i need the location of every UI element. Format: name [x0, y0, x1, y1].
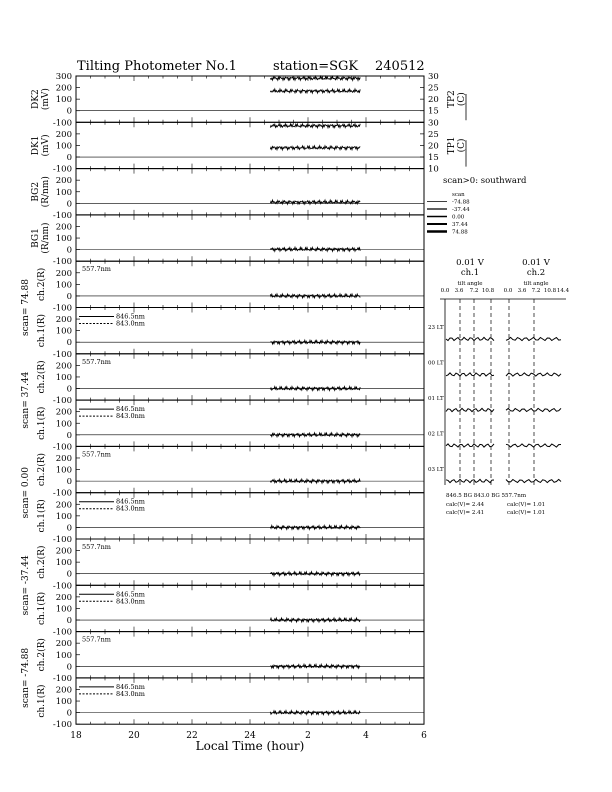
y-tick-label: -100	[52, 210, 72, 221]
data-trace	[270, 247, 360, 251]
data-trace	[270, 146, 360, 150]
time-label: 00 LT	[428, 360, 444, 367]
y-axis-label-line: ch.1(R)	[37, 499, 47, 533]
y-tick-label: -100	[52, 396, 72, 407]
y-tick-label: 200	[55, 129, 72, 140]
y-tick-label: 0	[66, 430, 72, 441]
data-trace	[270, 479, 360, 483]
legend-label: 846.5nm	[116, 312, 145, 321]
x-tick-label: 20	[128, 731, 140, 742]
y-axis-label	[31, 134, 51, 156]
y-tick-label: 200	[55, 222, 72, 233]
y-axis-label	[36, 684, 47, 717]
side-trace	[506, 373, 561, 376]
scan-legend-label: 74.88	[452, 229, 468, 236]
y-tick-label: 100	[55, 558, 72, 569]
panel-5	[36, 261, 424, 313]
data-trace	[270, 76, 360, 80]
panel-14	[36, 678, 424, 730]
y-axis-label-line: ch.1(R)	[37, 314, 47, 348]
y-axis-label-line: (R/nm)	[41, 176, 51, 208]
scan-labels	[21, 279, 31, 708]
y-tick-label: 0	[66, 291, 72, 302]
right-tick-label: 25	[428, 83, 439, 94]
y-tick-label: 0	[66, 106, 72, 117]
y-axis-label-line: ch.2(R)	[37, 545, 47, 579]
panel-frame	[76, 354, 424, 400]
y-tick-label: 100	[55, 234, 72, 245]
time-label: 01 LT	[428, 396, 444, 402]
right-tick-label: 15	[428, 106, 439, 117]
side-trace	[446, 373, 494, 376]
y-tick-label: 100	[55, 187, 72, 198]
side-plot	[428, 299, 566, 485]
y-tick-label: 200	[55, 361, 72, 372]
x-tick-label: 6	[421, 731, 427, 742]
scan-label: scan= -74.88	[21, 647, 31, 708]
side-panel	[427, 176, 570, 516]
y-tick-label: 100	[55, 372, 72, 383]
y-tick-label: -100	[52, 627, 72, 638]
y-tick-label: 0	[66, 199, 72, 210]
scan-legend-label: 37.44	[452, 222, 468, 228]
scan-label: scan= -37.44	[21, 555, 31, 616]
y-tick-label: 100	[55, 697, 72, 708]
tilt-tick-label: 14.4	[556, 288, 570, 294]
time-label: 02 LT	[428, 431, 444, 438]
y-tick-label: 300	[55, 72, 72, 82]
y-axis-label-line: (mV)	[41, 88, 51, 111]
panel-frame	[76, 215, 424, 261]
panel-13	[36, 632, 424, 684]
x-tick-label: 4	[363, 731, 369, 742]
time-label: 23 LT	[428, 325, 444, 331]
y-tick-label: 200	[55, 639, 72, 650]
panel-frame	[76, 76, 424, 122]
tilt-tick-label: 10.8	[481, 288, 495, 294]
channel-scale: 0.01 V	[522, 258, 550, 268]
tilt-axis	[441, 288, 570, 294]
scan-label: scan= 37.44	[21, 371, 31, 429]
y-tick-label: 200	[55, 315, 72, 326]
right-tick-label: 25	[428, 129, 439, 140]
x-tick-label: 18	[70, 731, 82, 742]
y-tick-label: -100	[52, 673, 72, 684]
scan-legend	[427, 192, 470, 236]
data-trace	[270, 433, 360, 437]
tilt-tick-label: 3.6	[517, 288, 527, 294]
panel-frame	[76, 122, 424, 168]
data-trace	[270, 618, 360, 622]
panel-1	[31, 72, 467, 128]
line-annotation: 557.7nm	[82, 450, 111, 459]
y-tick-label: 0	[66, 569, 72, 580]
y-tick-label: 200	[55, 546, 72, 557]
x-tick-label: 24	[244, 731, 256, 742]
panel-3	[31, 169, 424, 221]
legend-label: 843.0nm	[116, 412, 145, 421]
panel-frame	[76, 446, 424, 492]
side-trace	[506, 444, 561, 447]
legend-label: 843.0nm	[116, 597, 145, 606]
y-axis-label-line: ch.1(R)	[37, 591, 47, 626]
y-axis-label	[36, 268, 47, 301]
tilt-tick-label: 0.0	[440, 288, 450, 294]
scan-legend-label: -74.88	[452, 199, 470, 206]
y-tick-label: 200	[55, 500, 72, 511]
data-trace	[270, 200, 360, 204]
y-tick-label: 100	[55, 511, 72, 522]
y-tick-label: 200	[55, 685, 72, 696]
right-axis-label-line: (C)	[457, 92, 467, 107]
y-axis-label	[31, 88, 51, 110]
right-tick-label: 15	[428, 153, 439, 164]
y-tick-label: 100	[55, 326, 72, 337]
legend-label: 846.5nm	[116, 682, 145, 691]
panel-11	[36, 539, 424, 591]
scan-legend-label: scan	[452, 192, 465, 198]
y-tick-label: -100	[52, 257, 72, 268]
y-axis-label	[36, 638, 47, 671]
y-tick-label: -100	[52, 303, 72, 314]
y-tick-label: 100	[55, 465, 72, 476]
y-tick-label: 200	[55, 268, 72, 279]
y-axis-label	[36, 592, 47, 625]
right-axis-label-line: TP1	[447, 136, 457, 155]
side-footer-calc: calc(V)= 2.44	[446, 502, 485, 508]
y-tick-label: -100	[52, 118, 72, 129]
x-tick-label: 2	[305, 731, 311, 742]
side-title: scan>0: southward	[443, 176, 527, 186]
panel-frame	[76, 261, 424, 307]
legend-label: 843.0nm	[116, 689, 145, 698]
y-axis-label-line: BG2	[31, 181, 41, 202]
right-tick-label: 20	[428, 141, 439, 152]
y-axis-label-line: ch.2(R)	[37, 360, 47, 394]
y-tick-label: 200	[55, 407, 72, 418]
scan-label: scan= 74.88	[21, 279, 31, 336]
x-axis-title: Local Time (hour)	[195, 739, 305, 754]
legend-label: 846.5nm	[116, 497, 145, 506]
y-tick-label: 200	[55, 176, 72, 187]
right-tick-label: 30	[428, 72, 439, 82]
side-trace	[506, 408, 561, 411]
data-trace	[270, 89, 360, 93]
channel-scale: 0.01 V	[456, 258, 484, 268]
panel-frame	[76, 539, 424, 585]
y-tick-label: -100	[52, 488, 72, 499]
y-tick-label: 100	[55, 419, 72, 430]
data-trace	[270, 124, 360, 128]
right-tick-label: 30	[428, 118, 439, 129]
legend-label: 846.5nm	[116, 405, 145, 414]
y-axis-label-line: ch.2(R)	[37, 267, 47, 301]
side-footer-calc: calc(V)= 2.41	[446, 510, 485, 516]
right-axis-label-line: TP2	[447, 90, 457, 109]
side-trace	[506, 337, 561, 340]
y-axis-label-line: ch.2(R)	[37, 452, 47, 487]
tilt-tick-label: 0.0	[503, 288, 513, 294]
y-tick-label: 100	[55, 95, 72, 106]
tilt-tick-label: 3.6	[454, 288, 464, 294]
y-axis-label-line: DK1	[31, 135, 41, 156]
right-axis-label	[447, 137, 467, 155]
y-tick-label: 0	[66, 245, 72, 256]
y-tick-label: -100	[52, 535, 72, 545]
right-tick-label: 20	[428, 95, 439, 106]
y-tick-label: 0	[66, 338, 72, 349]
y-axis-label	[36, 499, 47, 532]
y-tick-label: -100	[52, 349, 72, 360]
scan-label: scan= 0.00	[21, 467, 31, 519]
panel-frame	[76, 169, 424, 215]
channel-name: ch.1	[460, 268, 480, 278]
y-axis-label	[36, 453, 47, 486]
channel-headers	[456, 258, 551, 287]
y-tick-label: 200	[55, 592, 72, 603]
legend-label: 846.5nm	[116, 590, 145, 599]
channel-name: ch.2	[526, 268, 546, 278]
y-axis-label	[36, 407, 47, 440]
y-axis-label-line: (R/nm)	[41, 222, 51, 254]
y-axis-label	[36, 546, 47, 579]
legend-label: 843.0nm	[116, 504, 145, 513]
tilt-label: tilt angle	[523, 281, 549, 287]
y-tick-label: -100	[52, 164, 72, 175]
side-trace	[506, 479, 561, 482]
y-axis-label	[31, 222, 51, 253]
panel-9	[36, 446, 424, 498]
y-axis-label-line: DK2	[31, 89, 41, 109]
y-tick-label: 100	[55, 650, 72, 661]
x-axis	[70, 731, 427, 753]
panel-2	[31, 118, 467, 174]
side-trace	[446, 337, 494, 340]
y-axis-label-line: ch.1(R)	[37, 684, 47, 718]
y-tick-label: 0	[66, 616, 72, 627]
y-tick-label: 0	[66, 384, 72, 395]
right-tick-label: 10	[428, 164, 439, 175]
tilt-tick-label: 10.8	[543, 288, 557, 294]
y-tick-label: 0	[66, 523, 72, 534]
right-axis-label	[447, 90, 467, 108]
line-annotation: 557.7nm	[82, 543, 111, 551]
y-tick-label: 100	[55, 604, 72, 615]
tilt-tick-label: 7.2	[531, 288, 541, 294]
side-trace	[446, 444, 494, 447]
panel-10	[36, 493, 424, 545]
side-footer-line1: 846.5 BG 843.0 BG 557.7nm	[446, 493, 527, 499]
y-tick-label: 0	[66, 477, 72, 488]
y-axis-label	[36, 314, 47, 347]
y-tick-label: 100	[55, 280, 72, 291]
line-annotation: 557.7nm	[82, 265, 111, 274]
y-tick-label: -100	[52, 442, 72, 453]
line-annotation: 557.7nm	[82, 357, 111, 366]
y-axis-label-line: BG1	[31, 228, 41, 248]
y-axis-label-line: ch.1(R)	[37, 406, 47, 440]
y-axis-label	[31, 176, 51, 207]
y-tick-label: 100	[55, 141, 72, 152]
panel-frame	[76, 632, 424, 678]
panel-6	[36, 308, 424, 360]
data-trace	[270, 340, 360, 344]
scan-legend-label: -37.44	[452, 207, 470, 213]
y-tick-label: 0	[66, 153, 72, 164]
tilt-label: tilt angle	[457, 281, 483, 287]
panel-12	[36, 585, 424, 637]
panel-stack	[31, 72, 467, 730]
scan-legend-label: 0.00	[452, 214, 465, 221]
y-tick-label: -100	[52, 581, 72, 592]
data-trace	[270, 572, 360, 576]
y-axis-label	[36, 360, 47, 393]
x-tick-label: 22	[186, 731, 198, 742]
side-footer	[446, 501, 545, 516]
y-tick-label: 0	[66, 708, 72, 719]
right-axis-label-line: (C)	[457, 138, 467, 153]
side-footer-calc: calc(V)= 1.01	[507, 502, 546, 508]
legend-label: 843.0nm	[116, 319, 145, 328]
y-axis-label-line: ch.2(R)	[37, 638, 47, 672]
tilt-tick-label: 7.2	[469, 288, 479, 294]
panel-7	[36, 354, 424, 406]
line-annotation: 557.7nm	[82, 635, 111, 644]
y-tick-label: 200	[55, 83, 72, 94]
side-trace	[446, 408, 494, 411]
panel-4	[31, 215, 424, 267]
y-tick-label: 0	[66, 662, 72, 673]
y-tick-label: -100	[52, 720, 72, 731]
y-axis-label-line: (mV)	[41, 134, 51, 157]
station-label: station=SGK	[273, 59, 359, 74]
panel-8	[36, 400, 424, 452]
side-trace	[446, 479, 494, 482]
y-tick-label: 200	[55, 453, 72, 464]
date-label: 240512	[375, 59, 425, 74]
chart-title: Tilting Photometer No.1	[77, 59, 237, 74]
side-footer-calc: calc(V)= 1.01	[507, 510, 546, 516]
time-label: 03 LT	[428, 467, 444, 473]
